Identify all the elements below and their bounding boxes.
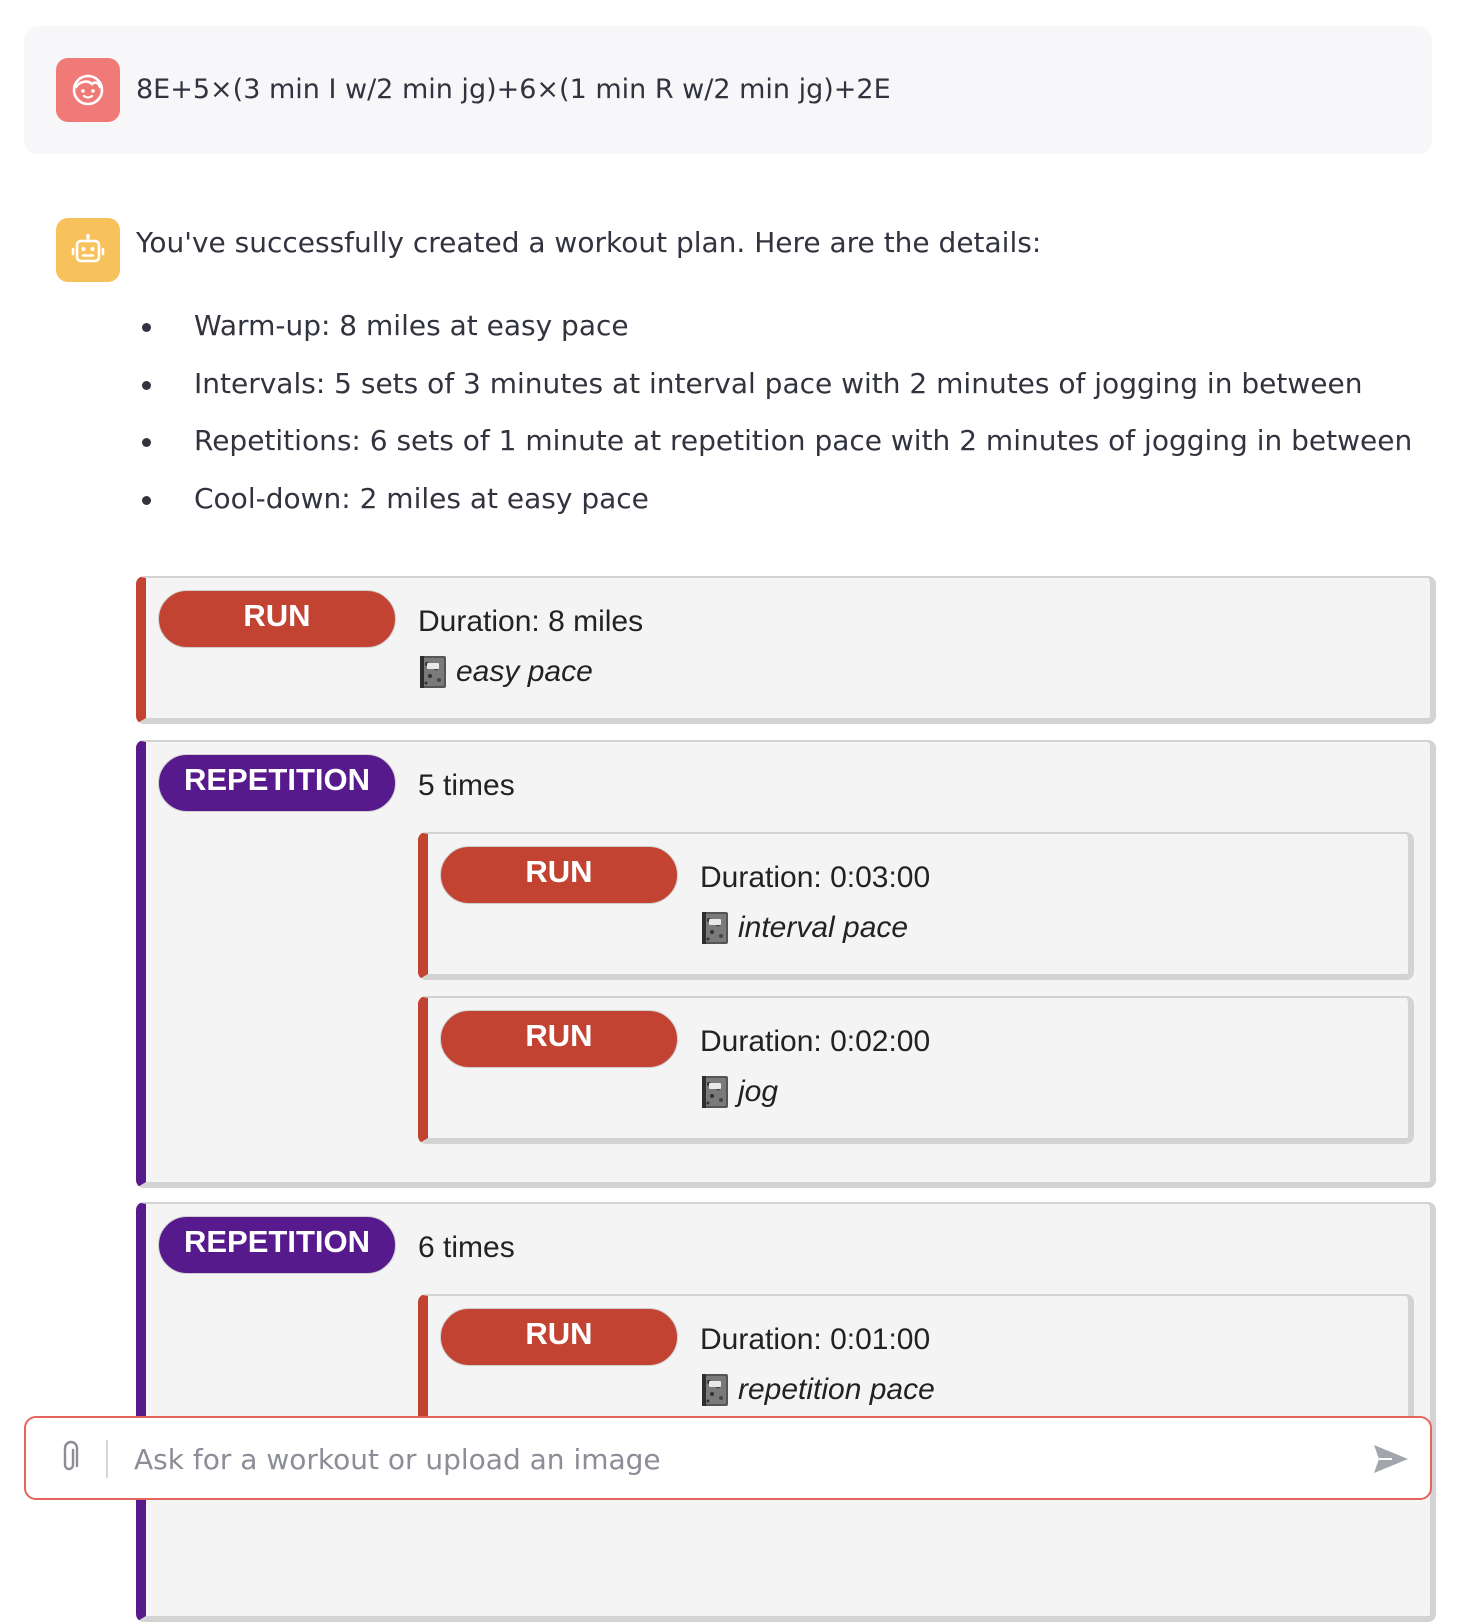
user-avatar: [56, 58, 120, 122]
run-note-text: repetition pace: [738, 1373, 935, 1406]
run-badge: RUN: [440, 846, 678, 904]
robot-icon: [70, 232, 106, 268]
interval-run-card: [418, 832, 1414, 980]
list-item: Cool-down: 2 miles at easy pace: [136, 477, 1412, 535]
jog-run-card: [418, 996, 1414, 1144]
send-icon: [1372, 1442, 1410, 1476]
run-note: [418, 654, 643, 690]
repetition-card: [136, 1202, 1436, 1622]
run-note-text: interval pace: [738, 911, 909, 944]
input-divider: [106, 1440, 108, 1478]
run-badge: RUN: [440, 1010, 678, 1068]
repetition-card: [136, 740, 1436, 1188]
list-item: Warm-up: 8 miles at easy pace: [136, 304, 1412, 362]
list-item: Repetitions: 6 sets of 1 minute at repetition pace with 2 minutes of jogging in between: [136, 419, 1412, 477]
run-note: [700, 910, 930, 946]
run-details: [418, 604, 643, 690]
run-duration: Duration: 0:03:00: [700, 861, 931, 894]
workout-summary-list: [136, 304, 1412, 534]
run-duration: Duration: 0:01:00: [700, 1323, 931, 1356]
run-note: [700, 1372, 935, 1408]
run-duration: Duration: 8 miles: [418, 605, 644, 638]
repetition-count: 6 times: [418, 1231, 515, 1264]
assistant-intro: You've successfully created a workout plan. Here are the details:: [136, 226, 1042, 259]
notebook-icon: [700, 1372, 730, 1408]
chat-input-bar: [24, 1416, 1432, 1500]
paperclip-icon: [58, 1441, 80, 1475]
run-duration: Duration: 0:02:00: [700, 1025, 931, 1058]
run-badge: RUN: [158, 590, 396, 648]
repetition-badge: REPETITION: [158, 1216, 396, 1274]
notebook-icon: [700, 1074, 730, 1110]
attach-button[interactable]: [54, 1440, 84, 1476]
notebook-icon: [700, 910, 730, 946]
notebook-icon: [418, 654, 448, 690]
run-note: [700, 1074, 930, 1110]
run-details: [700, 1322, 935, 1408]
user-message-text: 8E+5×(3 min I w/2 min jg)+6×(1 min R w/2 min jg)+2E: [136, 74, 891, 105]
list-item: Intervals: 5 sets of 3 minutes at interval pace with 2 minutes of jogging in between: [136, 362, 1412, 420]
user-message: [24, 26, 1432, 154]
user-face-icon: [70, 72, 106, 108]
assistant-avatar: [56, 218, 120, 282]
repetition-badge: REPETITION: [158, 754, 396, 812]
send-button[interactable]: [1370, 1438, 1412, 1480]
warmup-run-card: [136, 576, 1436, 724]
run-badge: RUN: [440, 1308, 678, 1366]
repetition-count: 5 times: [418, 769, 515, 802]
chat-input[interactable]: [134, 1434, 1334, 1484]
run-note-text: easy pace: [456, 655, 593, 688]
run-details: [700, 1024, 930, 1110]
run-details: [700, 860, 930, 946]
run-note-text: jog: [738, 1075, 779, 1108]
